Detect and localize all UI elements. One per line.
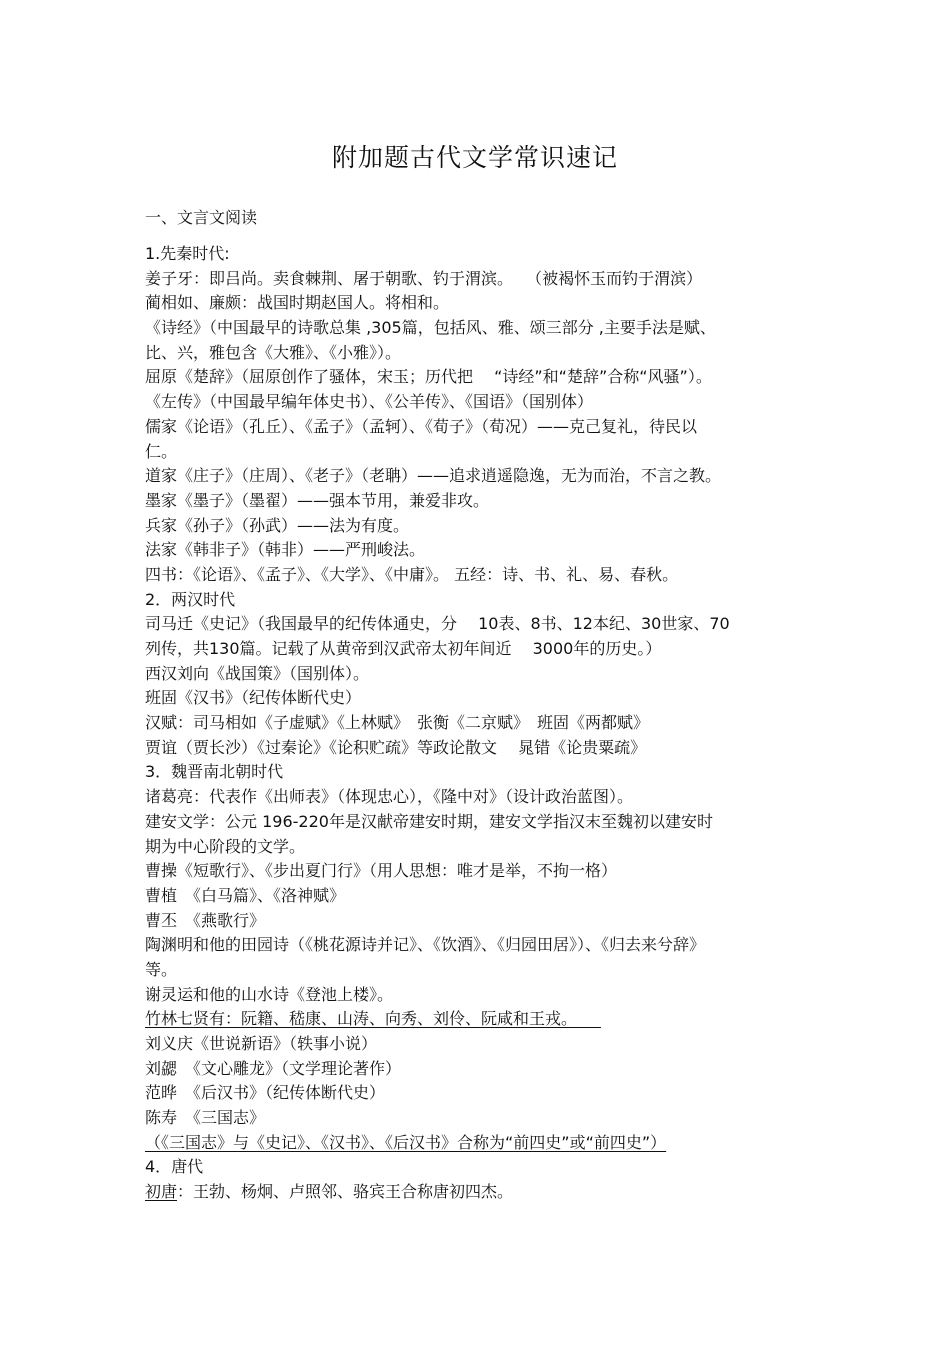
text-line: 曹丕 《燕歌行》: [145, 910, 266, 930]
text-line: 西汉刘向《战国策》（国别体）。: [145, 663, 370, 683]
text-line: 范晔 《后汉书》（纪传体断代史）: [145, 1083, 386, 1103]
text-line: 等。: [145, 959, 178, 979]
text-line-underlined: （《三国志》与《史记》、《汉书》、《后汉书》合称为“前四史”或“前四史”）: [145, 1132, 667, 1152]
text-line: 1.先秦时代:: [145, 244, 230, 263]
text-line: 列传，共130篇。记载了从黄帝到汉武帝太初年间近 3000年的历史。）: [145, 639, 662, 658]
text-line: 兵家《孙子》（孙武）——法为有度。: [145, 515, 410, 535]
underlined-term: 初唐: [145, 1182, 178, 1202]
text-line: 《诗经》（中国最早的诗歌总集 ,305篇，包括风、雅、颂三部分 ,主要手法是赋、: [145, 318, 716, 338]
text-line: 比、兴，雅包含《大雅》、《小雅》）。: [145, 342, 402, 362]
text-line: 3．魏晋南北朝时代: [145, 762, 284, 782]
text-line: 陶渊明和他的田园诗（《桃花源诗并记》、《饮酒》、《归园田居》）、《归去来兮辞》: [145, 935, 706, 955]
text-line: 姜子牙：即吕尚。卖食棘荆、屠于朝歌、钓于渭滨。 （被褐怀玉而钓于渭滨）: [145, 268, 703, 288]
text-line: 刘义庆《世说新语》（轶事小说）: [145, 1034, 378, 1053]
document-body: [145, 242, 810, 1205]
text-line: 儒家《论语》（孔丘）、《孟子》（孟轲）、《荀子》（荀况）——克己复礼，待民以: [145, 416, 698, 436]
section-heading: 一、文言文阅读: [145, 208, 258, 227]
page-title: 附加题古代文学常识速记: [331, 143, 618, 172]
text-line: 法家《韩非子》（韩非）——严刑峻法。: [145, 540, 426, 560]
text-line: 4．唐代: [145, 1157, 204, 1177]
text-line: 蔺相如、廉颇：战国时期赵国人。将相和。: [145, 293, 450, 313]
text-line: 陈寿 《三国志》: [145, 1108, 266, 1128]
text-line: 建安文学：公元 196-220年是汉献帝建安时期，建安文学指汉末至魏初以建安时: [145, 811, 713, 831]
text-line: 诸葛亮：代表作《出师表》（体现忠心），《隆中对》（设计政治蓝图）。: [145, 787, 634, 807]
text-line: 墨家《墨子》（墨翟）——强本节用，兼爱非攻。: [145, 490, 490, 510]
text-line: 司马迁《史记》（我国最早的纪传体通史，分 10表、8书、12本纪、30世家、70: [145, 614, 730, 634]
line-rest: ：王勃、杨炯、卢照邻、骆宾王合称唐初四杰。: [177, 1182, 514, 1202]
text-line: 《左传》（中国最早编年体史书）、《公羊传》、《国语》（国别体）: [145, 392, 594, 412]
text-line: 刘勰 《文心雕龙》（文学理论著作）: [145, 1058, 402, 1078]
text-line: 班固《汉书》（纪传体断代史）: [145, 688, 362, 708]
text-line: 期为中心阶段的文学。: [145, 836, 306, 856]
text-line-underlined: 竹林七贤有：阮籍、嵇康、山涛、向秀、刘伶、阮咸和王戎。: [145, 1009, 602, 1029]
text-line: 2．两汉时代: [145, 589, 236, 609]
text-line: 仁。: [145, 441, 178, 461]
text-line: 四书：《论语》、《孟子》、《大学》、《中庸》。 五经：诗、书、礼、易、春秋。: [145, 564, 679, 584]
text-line: [145, 1180, 810, 1205]
text-line: 曹植 《白马篇》、《洛神赋》: [145, 885, 346, 905]
text-line: 贾谊（贾长沙）《过秦论》《论积贮疏》等政论散文 晁错《论贵粟疏》: [145, 737, 647, 757]
text-line: 道家《庄子》（庄周）、《老子》（老聃）——追求逍遥隐逸，无为而治，不言之教。: [145, 466, 722, 486]
text-line: 曹操《短歌行》、《步出夏门行》（用人思想：唯才是举，不拘一格）: [145, 861, 618, 881]
text-line: 汉赋：司马相如《子虚赋》《上林赋》 张衡《二京赋》 班固《两都赋》: [145, 713, 650, 733]
text-line: 屈原《楚辞》（屈原创作了骚体，宋玉；历代把 “诗经”和“楚辞”合称“风骚”）。: [145, 367, 712, 387]
text-line: 谢灵运和他的山水诗《登池上楼》。: [145, 984, 394, 1004]
